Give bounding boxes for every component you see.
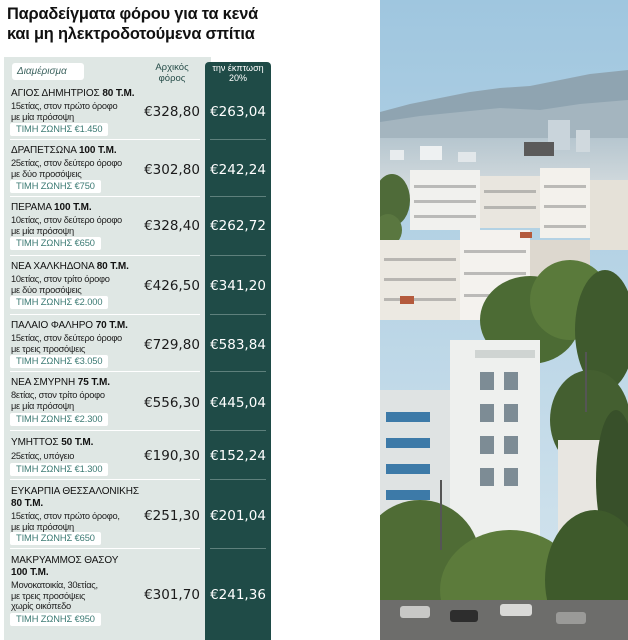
row-divider-dark: [210, 255, 266, 256]
row-divider-dark: [210, 371, 266, 372]
row-desc-2: με δύο προσόψεις: [11, 284, 82, 295]
header-initial-tax: Αρχικός φόρος: [155, 62, 189, 84]
after-discount-value: €242,24: [210, 162, 266, 178]
initial-tax-value: €251,30: [144, 508, 200, 524]
row-name: ΠΕΡΑΜΑ 100 Τ.Μ.: [11, 202, 92, 213]
row-desc-2: με μία πρόσοψη: [11, 111, 74, 122]
row-divider-dark: [210, 196, 266, 197]
row-desc-1: Μονοκατοικία, 30ετίας,: [11, 580, 98, 590]
after-discount-value: €201,04: [210, 508, 266, 524]
after-discount-value: €152,24: [210, 448, 266, 464]
row-desc-1: 10ετίας, στον τρίτο όροφο: [11, 274, 110, 284]
row-name: ΔΡΑΠΕΤΣΩΝΑ 100 Τ.Μ.: [11, 145, 117, 156]
row-name: ΠΑΛΑΙΟ ΦΑΛΗΡΟ 70 Τ.Μ.: [11, 320, 128, 331]
row-divider-dark: [210, 430, 266, 431]
zone-badge: ΤΙΜΗ ΖΩΝΗΣ €1.300: [10, 463, 108, 476]
after-discount-value: €341,20: [210, 278, 266, 294]
row-desc-1: 10ετίας, στον δεύτερο όροφο: [11, 215, 122, 225]
row-divider-dark: [210, 479, 266, 480]
row-desc-2: με τρεις προσόψεις: [11, 590, 86, 601]
row-divider: [10, 548, 200, 549]
row-desc-2: με τρεις προσόψεις: [11, 343, 86, 354]
row-desc-2: με δύο προσόψεις: [11, 168, 82, 179]
row-desc-1: 25ετίας, υπόγειο: [11, 451, 75, 461]
row-divider-dark: [210, 139, 266, 140]
after-discount-value: €263,04: [210, 104, 266, 120]
row-desc-3: χωρίς οικόπεδο: [11, 601, 71, 611]
zone-badge: ΤΙΜΗ ΖΩΝΗΣ €3.050: [10, 355, 108, 368]
row-desc-1: 15ετίας, στον πρώτο όροφο: [11, 101, 118, 111]
header-region: Διαμέρισμα: [12, 63, 84, 80]
header-after-discount: Φόρος μετά την έκπτωση 20%: [212, 52, 264, 83]
zone-badge: ΤΙΜΗ ΖΩΝΗΣ €2.000: [10, 296, 108, 309]
after-discount-value: €583,84: [210, 337, 266, 353]
initial-tax-value: €556,30: [144, 395, 200, 411]
after-discount-value: €262,72: [210, 218, 266, 234]
row-name: ΝΕΑ ΣΜΥΡΝΗ 75 Τ.Μ.: [11, 377, 110, 388]
row-desc-2: με μία πρόσοψη: [11, 225, 74, 236]
row-divider: [10, 196, 200, 197]
title-line-2: και μη ηλεκτροδοτούμενα σπίτια: [7, 25, 255, 43]
row-name: ΕΥΚΑΡΠΙΑ ΘΕΣΣΑΛΟΝΙΚΗΣ: [11, 486, 139, 497]
row-desc-1: 25ετίας, στον δεύτερο όροφο: [11, 158, 122, 168]
page-title: [7, 4, 377, 44]
row-divider: [10, 139, 200, 140]
zone-badge: ΤΙΜΗ ΖΩΝΗΣ €750: [10, 180, 101, 193]
row-name: ΜΑΚΡΥΑΜΜΟΣ ΘΑΣΟΥ: [11, 555, 119, 566]
row-divider: [10, 314, 200, 315]
initial-tax-value: €729,80: [144, 337, 200, 353]
city-photo: [380, 0, 628, 640]
initial-tax-value: €302,80: [144, 162, 200, 178]
row-divider-dark: [210, 548, 266, 549]
row-size: 100 Τ.Μ.: [11, 567, 49, 578]
zone-badge: ΤΙΜΗ ΖΩΝΗΣ €2.300: [10, 413, 108, 426]
initial-tax-value: €190,30: [144, 448, 200, 464]
row-divider: [10, 371, 200, 372]
row-divider: [10, 255, 200, 256]
zone-badge: ΤΙΜΗ ΖΩΝΗΣ €1.450: [10, 123, 108, 136]
row-desc-1: 8ετίας, στον τρίτο όροφο: [11, 390, 105, 400]
row-desc-2: με μία πρόσοψη: [11, 521, 74, 532]
title-line-1: Παραδείγματα φόρου για τα κενά: [7, 5, 258, 23]
row-name: ΑΓΙΟΣ ΔΗΜΗΤΡΙΟΣ 80 Τ.Μ.: [11, 88, 135, 99]
initial-tax-value: €301,70: [144, 587, 200, 603]
initial-tax-value: €328,80: [144, 104, 200, 120]
zone-badge: ΤΙΜΗ ΖΩΝΗΣ €650: [10, 237, 101, 250]
row-name: ΝΕΑ ΧΑΛΚΗΔΟΝΑ 80 Τ.Μ.: [11, 261, 129, 272]
initial-tax-value: €328,40: [144, 218, 200, 234]
row-size: 80 Τ.Μ.: [11, 498, 44, 509]
row-desc-1: 15ετίας, στον πρώτο όροφο,: [11, 511, 120, 521]
row-divider-dark: [210, 314, 266, 315]
row-divider: [10, 430, 200, 431]
zone-badge: ΤΙΜΗ ΖΩΝΗΣ €950: [10, 613, 101, 626]
row-desc-2: με μία πρόσοψη: [11, 400, 74, 411]
zone-badge: ΤΙΜΗ ΖΩΝΗΣ €650: [10, 532, 101, 545]
row-name: ΥΜΗΤΤΟΣ 50 Τ.Μ.: [11, 437, 94, 448]
after-discount-value: €241,36: [210, 587, 266, 603]
after-discount-value: €445,04: [210, 395, 266, 411]
row-divider: [10, 479, 200, 480]
initial-tax-value: €426,50: [144, 278, 200, 294]
row-desc-1: 15ετίας, στον δεύτερο όροφο: [11, 333, 122, 343]
